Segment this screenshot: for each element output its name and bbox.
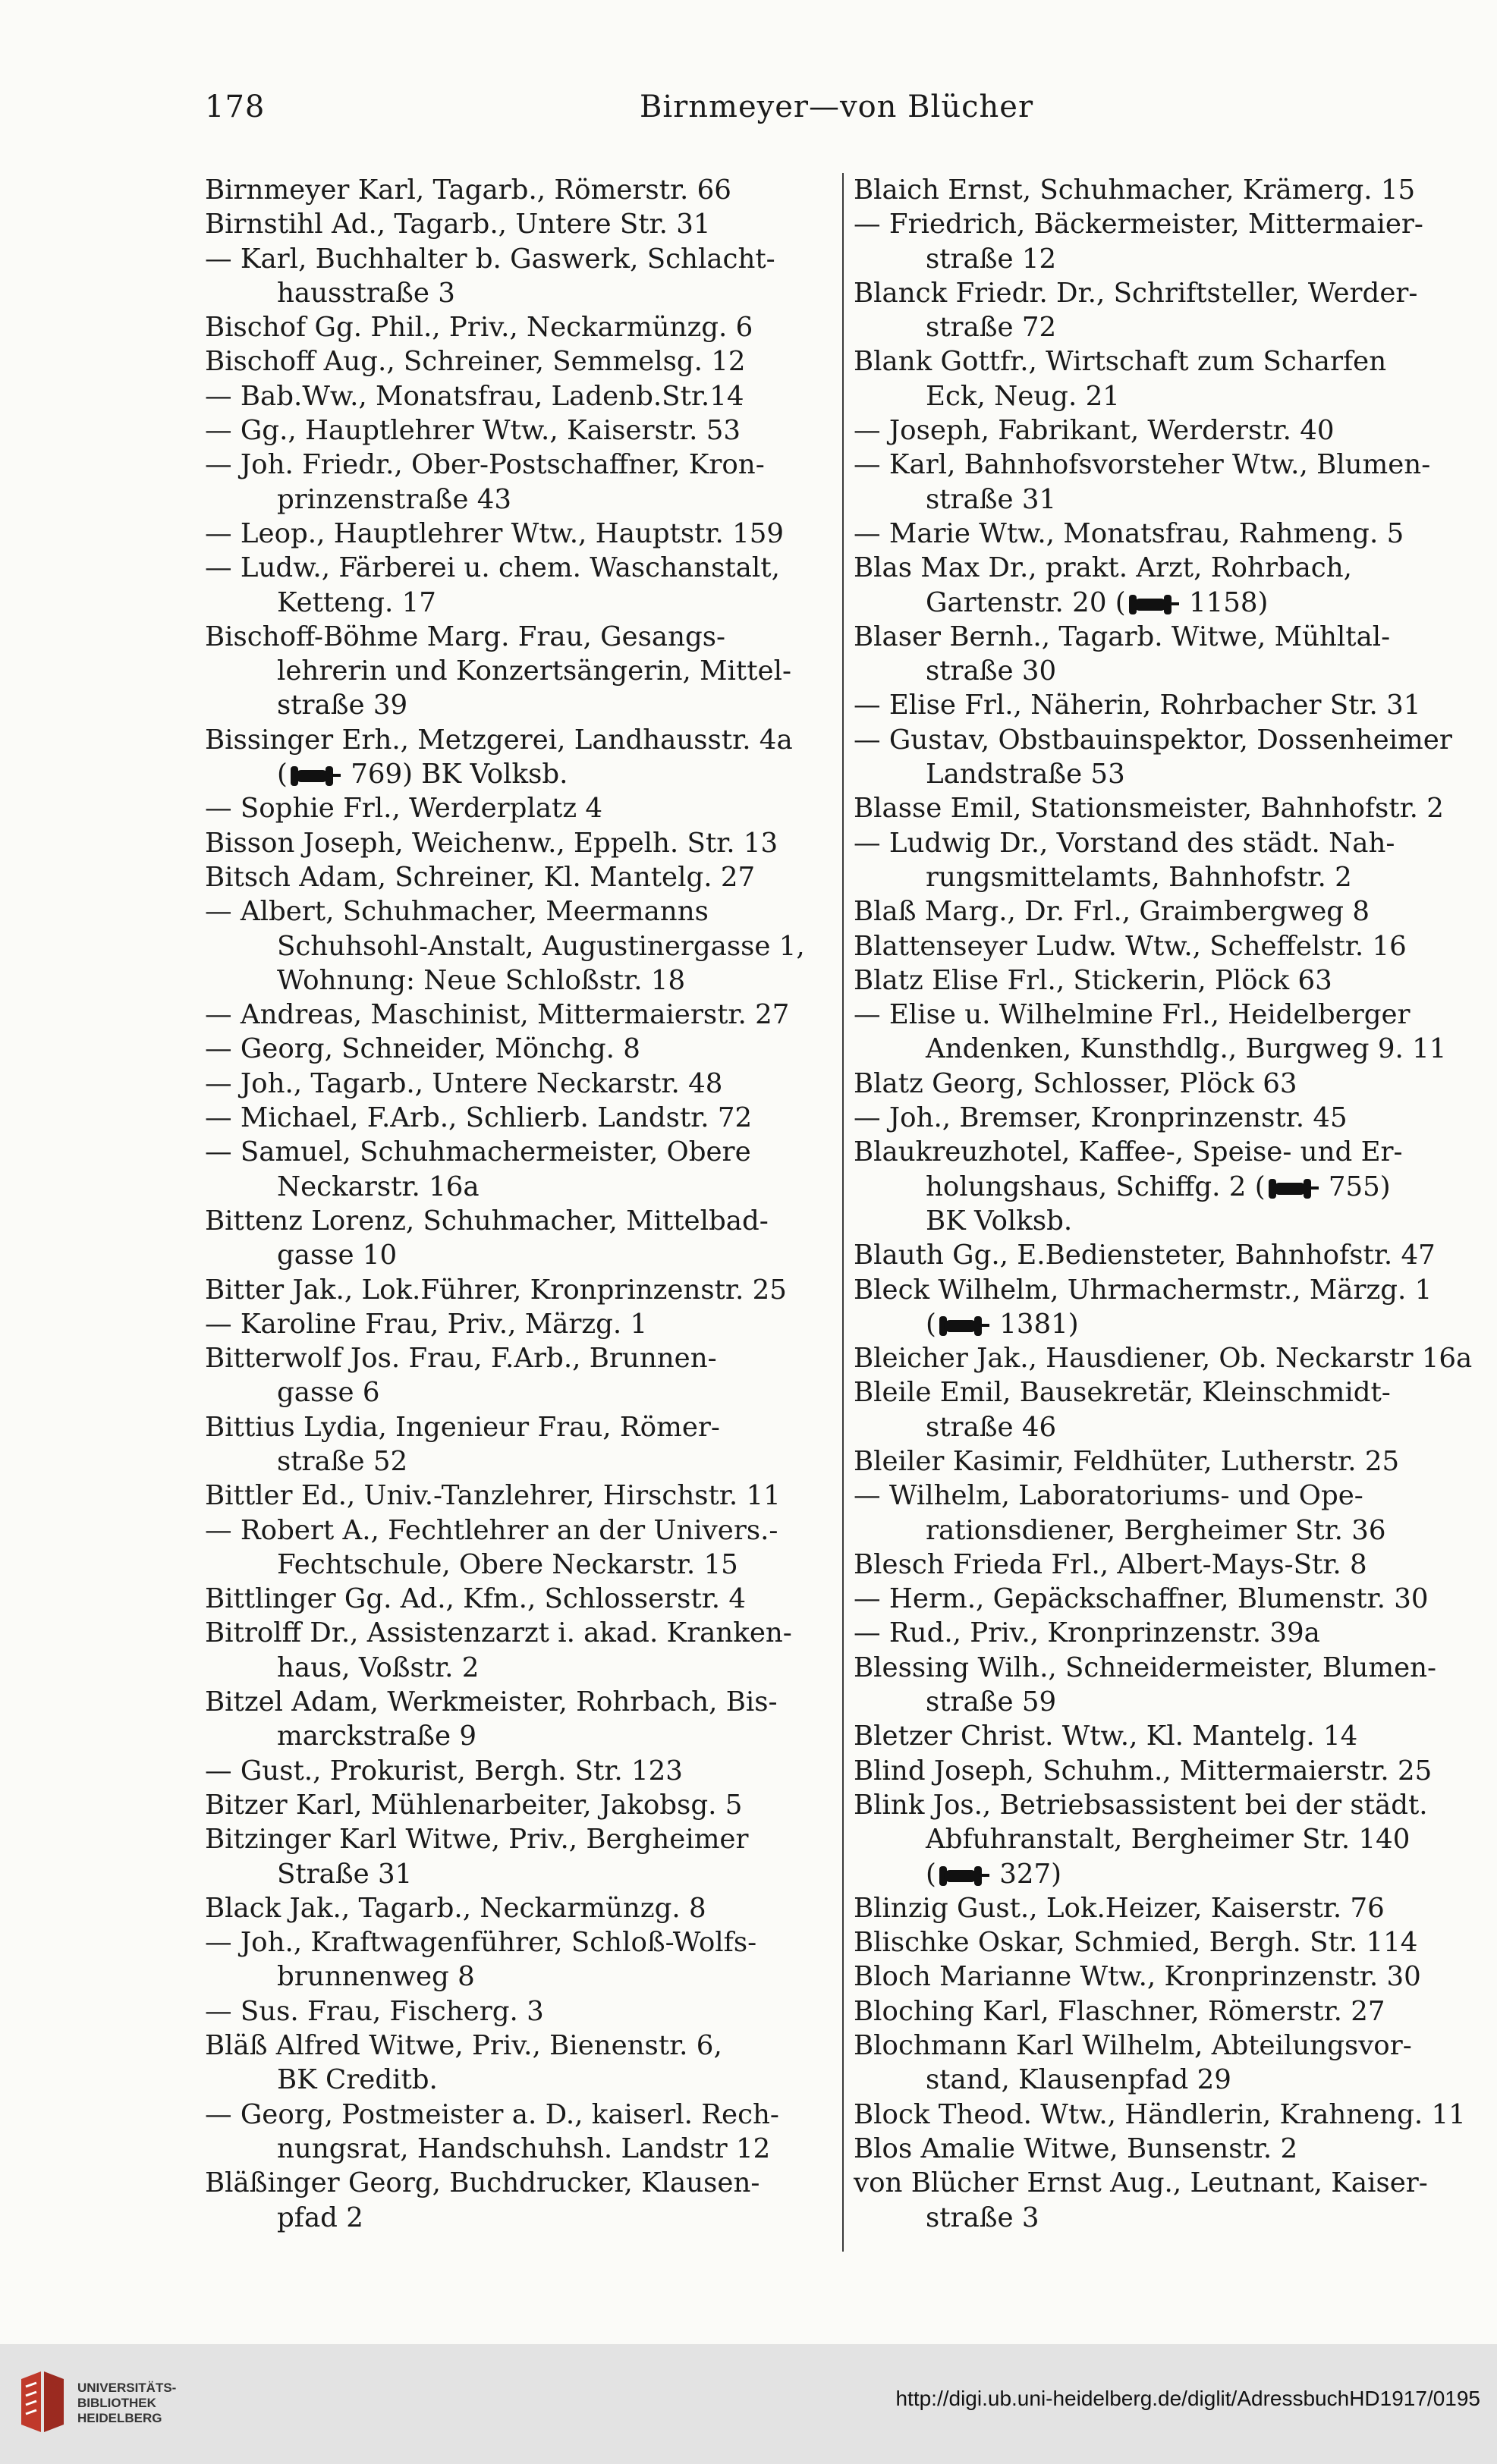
entry-text-fragment: ( <box>926 1858 936 1890</box>
entry-line: Bloch Marianne Wtw., Kronprinzenstr. 30 <box>854 1961 1421 1993</box>
entry-line: Bittenz Lorenz, Schuhmacher, Mittelbad- <box>205 1205 769 1237</box>
entry-line: Blaß Marg., Dr. Frl., Graimbergweg 8 <box>854 896 1370 928</box>
entry-line: Bläßinger Georg, Buchdrucker, Klausen- <box>205 2167 760 2199</box>
footer-bar <box>0 2344 1497 2464</box>
directory-entry <box>205 1032 831 1066</box>
directory-entry <box>205 723 831 792</box>
directory-entry <box>854 1444 1468 1479</box>
entry-line: — Ludw., Färberei u. chem. Waschanstalt, <box>205 552 780 584</box>
directory-entry <box>205 173 831 207</box>
entry-continuation-line <box>205 757 831 791</box>
entry-continuation-line: straße 39 <box>277 690 408 721</box>
directory-entry <box>205 2029 831 2098</box>
telephone-receiver-icon <box>1129 593 1178 614</box>
entry-line: Bischoff-Böhme Marg. Frau, Gesangs- <box>205 621 726 652</box>
entry-line: Bittlinger Gg. Ad., Kfm., Schlosserstr. 4 <box>205 1583 747 1615</box>
directory-entry <box>854 1754 1468 1788</box>
directory-entry <box>854 1788 1468 1891</box>
entry-text-fragment: holungshaus, Schiffg. 2 ( <box>926 1171 1266 1202</box>
entry-line: — Gg., Hauptlehrer Wtw., Kaiserstr. 53 <box>205 415 741 447</box>
entry-line: Bittler Ed., Univ.-Tanzlehrer, Hirschstr. 11 <box>205 1480 781 1512</box>
directory-entry <box>854 2166 1468 2235</box>
entry-line: Bletzer Christ. Wtw., Kl. Mantelg. 14 <box>854 1721 1358 1752</box>
entry-line: Bläß Alfred Witwe, Priv., Bienenstr. 6, <box>205 2030 722 2062</box>
directory-entry <box>205 242 831 311</box>
directory-entry <box>205 998 831 1032</box>
entry-line: Birnstihl Ad., Tagarb., Untere Str. 31 <box>205 209 711 240</box>
directory-entry <box>205 791 831 825</box>
entry-line: — Leop., Hauptlehrer Wtw., Hauptstr. 159 <box>205 517 785 549</box>
entry-line: — Sus. Frau, Fischerg. 3 <box>205 1995 544 2027</box>
entry-continuation-line: rationsdiener, Bergheimer Str. 36 <box>926 1514 1386 1546</box>
entry-line: — Georg, Schneider, Mönchg. 8 <box>205 1033 640 1065</box>
library-name <box>77 2381 176 2426</box>
directory-entry <box>205 2098 831 2167</box>
directory-entry <box>205 310 831 344</box>
directory-entry <box>205 207 831 241</box>
entry-line: Bleck Wilhelm, Uhrmachermstr., Märzg. 1 <box>854 1274 1433 1306</box>
entry-line: — Joh. Friedr., Ober-Postschaffner, Kron- <box>205 449 765 481</box>
directory-entry <box>205 1788 831 1822</box>
directory-entry <box>854 1067 1468 1101</box>
entry-line: Blischke Oskar, Schmied, Bergh. Str. 114 <box>854 1927 1418 1959</box>
directory-entry <box>205 1410 831 1479</box>
entry-line: — Joh., Kraftwagenführer, Schloß-Wolfs- <box>205 1927 757 1959</box>
entry-continuation-line: brunnenweg 8 <box>277 1961 475 1993</box>
entry-line: — Gustav, Obstbauinspektor, Dossenheimer <box>854 724 1452 756</box>
entry-text-fragment: 755) <box>1319 1171 1391 1202</box>
entry-line: Blatz Elise Frl., Stickerin, Plöck 63 <box>854 964 1332 996</box>
entry-continuation-line: Fechtschule, Obere Neckarstr. 15 <box>277 1548 738 1580</box>
directory-entry <box>205 894 831 998</box>
directory-entry <box>854 1719 1468 1753</box>
entry-line: — Gust., Prokurist, Bergh. Str. 123 <box>205 1755 683 1787</box>
directory-entry <box>205 413 831 448</box>
entry-text-fragment: 1158) <box>1180 586 1269 618</box>
entry-continuation-line: Wohnung: Neue Schloßstr. 18 <box>277 964 686 996</box>
entry-line: Bloching Karl, Flaschner, Römerstr. 27 <box>854 1995 1385 2027</box>
directory-entry <box>854 998 1468 1067</box>
entry-line: Blasse Emil, Stationsmeister, Bahnhofstr. 2 <box>854 793 1444 825</box>
entry-line: Blauth Gg., E.Bediensteter, Bahnhofstr. 47 <box>854 1240 1436 1271</box>
entry-line: Block Theod. Wtw., Händlerin, Krahneng. 11 <box>854 2098 1466 2130</box>
entry-line: Bitzinger Karl Witwe, Priv., Bergheimer <box>205 1824 749 1856</box>
entry-line: — Sophie Frl., Werderplatz 4 <box>205 793 603 825</box>
directory-entry <box>205 1822 831 1891</box>
entry-continuation-line: Neckarstr. 16a <box>277 1171 480 1202</box>
entry-line: — Joh., Tagarb., Untere Neckarstr. 48 <box>205 1067 723 1099</box>
entry-line: Bischoff Aug., Schreiner, Semmelsg. 12 <box>205 346 746 378</box>
directory-entry <box>854 1135 1468 1238</box>
directory-entry <box>854 826 1468 895</box>
directory-entry <box>205 2166 831 2235</box>
telephone-receiver-icon <box>939 1315 988 1336</box>
entry-line: Blink Jos., Betriebsassistent bei der städt. <box>854 1789 1428 1821</box>
column-divider <box>842 173 844 2252</box>
entry-text-fragment: Gartenstr. 20 ( <box>926 586 1126 618</box>
entry-line: — Bab.Ww., Monatsfrau, Ladenb.Str.14 <box>205 380 744 412</box>
entry-text-fragment: 327) <box>990 1858 1061 1890</box>
entry-continuation-line: straße 72 <box>926 312 1057 344</box>
directory-entry <box>854 173 1468 207</box>
entry-continuation-line: straße 46 <box>926 1411 1057 1443</box>
directory-entry <box>854 1582 1468 1616</box>
page-header <box>205 90 1468 135</box>
entry-continuation-line: marckstraße 9 <box>277 1721 476 1752</box>
ub-heidelberg-logo-icon <box>14 2368 70 2438</box>
directory-entry <box>205 379 831 413</box>
directory-entry <box>205 1891 831 1925</box>
entry-line: Bissinger Erh., Metzgerei, Landhausstr. 4a <box>205 724 793 756</box>
entry-continuation-line: straße 30 <box>926 655 1057 687</box>
directory-entry <box>854 1238 1468 1272</box>
entry-line: Blos Amalie Witwe, Bunsenstr. 2 <box>854 2132 1298 2164</box>
entry-line: Blank Gottfr., Wirtschaft zum Scharfen <box>854 346 1387 378</box>
entry-line: — Karoline Frau, Priv., Märzg. 1 <box>205 1308 648 1340</box>
directory-entry <box>205 1513 831 1582</box>
directory-entry <box>854 1891 1468 1925</box>
directory-entry <box>854 1273 1468 1342</box>
entry-line: Bleicher Jak., Hausdiener, Ob. Neckarstr 16a <box>854 1343 1473 1375</box>
entry-continuation-line: haus, Voßstr. 2 <box>277 1652 480 1683</box>
directory-entry <box>854 344 1468 413</box>
directory-entry <box>205 448 831 517</box>
entry-line: von Blücher Ernst Aug., Leutnant, Kaiser- <box>854 2167 1428 2199</box>
directory-entry <box>205 1994 831 2029</box>
directory-entry <box>854 517 1468 551</box>
entry-continuation-line: BK Creditb. <box>277 2064 438 2096</box>
entry-line: Bitzer Karl, Mühlenarbeiter, Jakobsg. 5 <box>205 1789 743 1821</box>
directory-entry <box>854 929 1468 963</box>
right-column <box>854 173 1473 2235</box>
directory-entry <box>854 620 1468 689</box>
directory-entry <box>854 723 1468 792</box>
directory-entry <box>205 1925 831 1994</box>
directory-entry <box>205 1204 831 1273</box>
directory-entry <box>205 1479 831 1513</box>
entry-line: Blind Joseph, Schuhm., Mittermaierstr. 25 <box>854 1755 1433 1787</box>
directory-entry <box>205 1341 831 1410</box>
directory-entry <box>854 1925 1468 1960</box>
directory-entry <box>854 448 1468 517</box>
entry-line: — Elise Frl., Näherin, Rohrbacher Str. 31 <box>854 690 1421 721</box>
entry-text-fragment: ( <box>277 759 288 790</box>
directory-entry <box>854 2132 1468 2166</box>
entry-continuation-line: rungsmittelamts, Bahnhofstr. 2 <box>926 861 1352 893</box>
directory-entry <box>205 860 831 894</box>
entry-line: Blas Max Dr., prakt. Arzt, Rohrbach, <box>854 552 1352 584</box>
library-name-line: HEIDELBERG <box>77 2411 162 2425</box>
directory-entry <box>205 1067 831 1101</box>
entry-line: Bitsch Adam, Schreiner, Kl. Mantelg. 27 <box>205 861 756 893</box>
telephone-receiver-icon <box>939 1865 988 1886</box>
entry-text-fragment: 769) BK Volksb. <box>341 759 568 790</box>
entry-continuation-line: Landstraße 53 <box>926 759 1125 790</box>
directory-entry <box>854 413 1468 448</box>
directory-entry <box>854 551 1468 620</box>
directory-entry <box>205 1273 831 1307</box>
entry-line: Bisson Joseph, Weichenw., Eppelh. Str. 13 <box>205 827 778 859</box>
directory-entry <box>205 826 831 860</box>
directory-entry <box>205 1135 831 1204</box>
entry-continuation-line: Eck, Neug. 21 <box>926 380 1120 412</box>
directory-entry <box>854 963 1468 998</box>
entry-continuation-line: BK Volksb. <box>926 1205 1073 1237</box>
entry-continuation-line <box>854 1170 1468 1204</box>
directory-entry <box>205 1685 831 1754</box>
entry-line: — Robert A., Fechtlehrer an der Univers.- <box>205 1514 778 1546</box>
entry-continuation-line: nungsrat, Handschuhsh. Landstr 12 <box>277 2132 771 2164</box>
entry-continuation-line <box>854 1857 1468 1891</box>
entry-line: Blinzig Gust., Lok.Heizer, Kaiserstr. 76 <box>854 1892 1385 1924</box>
entry-continuation-line: straße 12 <box>926 243 1057 275</box>
directory-entry <box>205 620 831 723</box>
directory-entry <box>205 1754 831 1788</box>
entry-continuation-line: straße 31 <box>926 483 1057 515</box>
entry-line: Birnmeyer Karl, Tagarb., Römerstr. 66 <box>205 174 731 206</box>
entry-line: Bittius Lydia, Ingenieur Frau, Römer- <box>205 1411 720 1443</box>
entry-line: — Samuel, Schuhmachermeister, Obere <box>205 1136 751 1168</box>
directory-entry <box>205 1307 831 1341</box>
entry-line: Bleile Emil, Bausekretär, Kleinschmidt- <box>854 1377 1391 1409</box>
directory-entry <box>205 1101 831 1135</box>
entry-line: Black Jak., Tagarb., Neckarmünzg. 8 <box>205 1892 706 1924</box>
entry-continuation-line: Andenken, Kunsthdlg., Burgweg 9. 11 <box>926 1033 1447 1065</box>
directory-entry <box>854 1375 1468 1444</box>
directory-entry <box>854 1960 1468 1994</box>
entry-continuation-line <box>854 1307 1468 1341</box>
entry-line: — Joseph, Fabrikant, Werderstr. 40 <box>854 415 1335 447</box>
entry-line: — Rud., Priv., Kronprinzenstr. 39a <box>854 1617 1320 1649</box>
telephone-receiver-icon <box>291 765 339 786</box>
page-number: 178 <box>205 90 266 124</box>
entry-line: — Andreas, Maschinist, Mittermaierstr. 27 <box>205 999 790 1031</box>
directory-entry <box>205 1582 831 1616</box>
entry-line: — Albert, Schuhmacher, Meermanns <box>205 896 709 928</box>
entry-line: — Marie Wtw., Monatsfrau, Rahmeng. 5 <box>854 517 1404 549</box>
entry-continuation-line: pfad 2 <box>277 2202 363 2233</box>
entry-line: Blaukreuzhotel, Kaffee-, Speise- und Er- <box>854 1136 1403 1168</box>
entry-continuation-line: straße 59 <box>926 1686 1057 1718</box>
entry-line: — Ludwig Dr., Vorstand des städt. Nah- <box>854 827 1395 859</box>
directory-entry <box>854 1101 1468 1135</box>
directory-entry <box>854 1651 1468 1720</box>
entry-line: — Herm., Gepäckschaffner, Blumenstr. 30 <box>854 1583 1429 1615</box>
directory-entry <box>854 1994 1468 2029</box>
entry-line: Blochmann Karl Wilhelm, Abteilungsvor- <box>854 2030 1412 2062</box>
entry-line: Bleiler Kasimir, Feldhüter, Lutherstr. 25 <box>854 1445 1400 1477</box>
entry-continuation-line: stand, Klausenpfad 29 <box>926 2064 1231 2096</box>
library-name-line: UNIVERSITÄTS- <box>77 2381 177 2395</box>
entry-line: Bitterwolf Jos. Frau, F.Arb., Brunnen- <box>205 1343 717 1375</box>
running-head: Birnmeyer—von Blücher <box>639 90 1034 124</box>
entry-line: — Joh., Bremser, Kronprinzenstr. 45 <box>854 1102 1348 1134</box>
directory-entry <box>854 1341 1473 1375</box>
directory-entry <box>854 1479 1468 1548</box>
entry-line: — Elise u. Wilhelmine Frl., Heidelberger <box>854 999 1411 1031</box>
entry-line: — Wilhelm, Laboratoriums- und Ope- <box>854 1480 1363 1512</box>
entry-text-fragment: 1381) <box>990 1308 1079 1340</box>
entry-text-fragment: ( <box>926 1308 936 1340</box>
directory-entry <box>205 1616 831 1685</box>
entry-continuation-line: straße 3 <box>926 2202 1039 2233</box>
entry-line: — Friedrich, Bäckermeister, Mittermaier- <box>854 209 1423 240</box>
entry-continuation-line: Abfuhranstalt, Bergheimer Str. 140 <box>926 1824 1411 1856</box>
directory-entry <box>205 517 831 551</box>
directory-entry <box>205 551 831 620</box>
directory-entry <box>854 2098 1468 2132</box>
directory-entry <box>205 344 831 379</box>
directory-entry <box>854 894 1468 929</box>
entry-line: Bitzel Adam, Werkmeister, Rohrbach, Bis- <box>205 1686 778 1718</box>
left-column <box>205 173 831 2235</box>
entry-continuation-line <box>854 586 1468 620</box>
entry-continuation-line: gasse 6 <box>277 1377 380 1409</box>
directory-entry <box>854 791 1468 825</box>
directory-entry <box>854 276 1468 345</box>
directory-entry <box>854 688 1468 722</box>
source-url-link[interactable]: http://digi.ub.uni-heidelberg.de/diglit/AdressbuchHD1917/0195 <box>895 2387 1480 2410</box>
entry-line: Blanck Friedr. Dr., Schriftsteller, Werder- <box>854 277 1418 309</box>
directory-entry <box>854 1548 1468 1582</box>
entry-line: Bischof Gg. Phil., Priv., Neckarmünzg. 6 <box>205 312 753 344</box>
entry-continuation-line: prinzenstraße 43 <box>277 483 511 515</box>
entry-line: — Karl, Buchhalter b. Gaswerk, Schlacht- <box>205 243 775 275</box>
entry-line: Blesch Frieda Frl., Albert-Mays-Str. 8 <box>854 1548 1367 1580</box>
entry-line: Blaich Ernst, Schuhmacher, Krämerg. 15 <box>854 174 1416 206</box>
directory-entry <box>854 1616 1468 1650</box>
entry-line: — Georg, Postmeister a. D., kaiserl. Rech- <box>205 2098 779 2130</box>
directory-entry <box>854 2029 1468 2098</box>
library-name-line: BIBLIOTHEK <box>77 2396 156 2410</box>
telephone-receiver-icon <box>1269 1177 1317 1199</box>
entry-continuation-line: gasse 10 <box>277 1240 398 1271</box>
directory-entry <box>854 207 1468 276</box>
entry-line: Bitrolff Dr., Assistenzarzt i. akad. Kranken- <box>205 1617 792 1649</box>
entry-continuation-line: Schuhsohl-Anstalt, Augustinergasse 1, <box>277 930 805 962</box>
entry-line: — Karl, Bahnhofsvorsteher Wtw., Blumen- <box>854 449 1431 481</box>
entry-continuation-line: Straße 31 <box>277 1858 413 1890</box>
entry-line: Blattenseyer Ludw. Wtw., Scheffelstr. 16 <box>854 930 1407 962</box>
entry-continuation-line: hausstraße 3 <box>277 277 455 309</box>
entry-line: — Michael, F.Arb., Schlierb. Landstr. 72 <box>205 1102 753 1134</box>
entry-line: Bitter Jak., Lok.Führer, Kronprinzenstr. 25 <box>205 1274 787 1306</box>
entry-line: Blessing Wilh., Schneidermeister, Blumen- <box>854 1652 1437 1683</box>
entry-continuation-line: Ketteng. 17 <box>277 586 436 618</box>
entry-line: Blaser Bernh., Tagarb. Witwe, Mühltal- <box>854 621 1391 652</box>
entry-line: Blatz Georg, Schlosser, Plöck 63 <box>854 1067 1297 1099</box>
entry-continuation-line: lehrerin und Konzertsängerin, Mittel- <box>277 655 791 687</box>
entry-continuation-line: straße 52 <box>277 1445 408 1477</box>
